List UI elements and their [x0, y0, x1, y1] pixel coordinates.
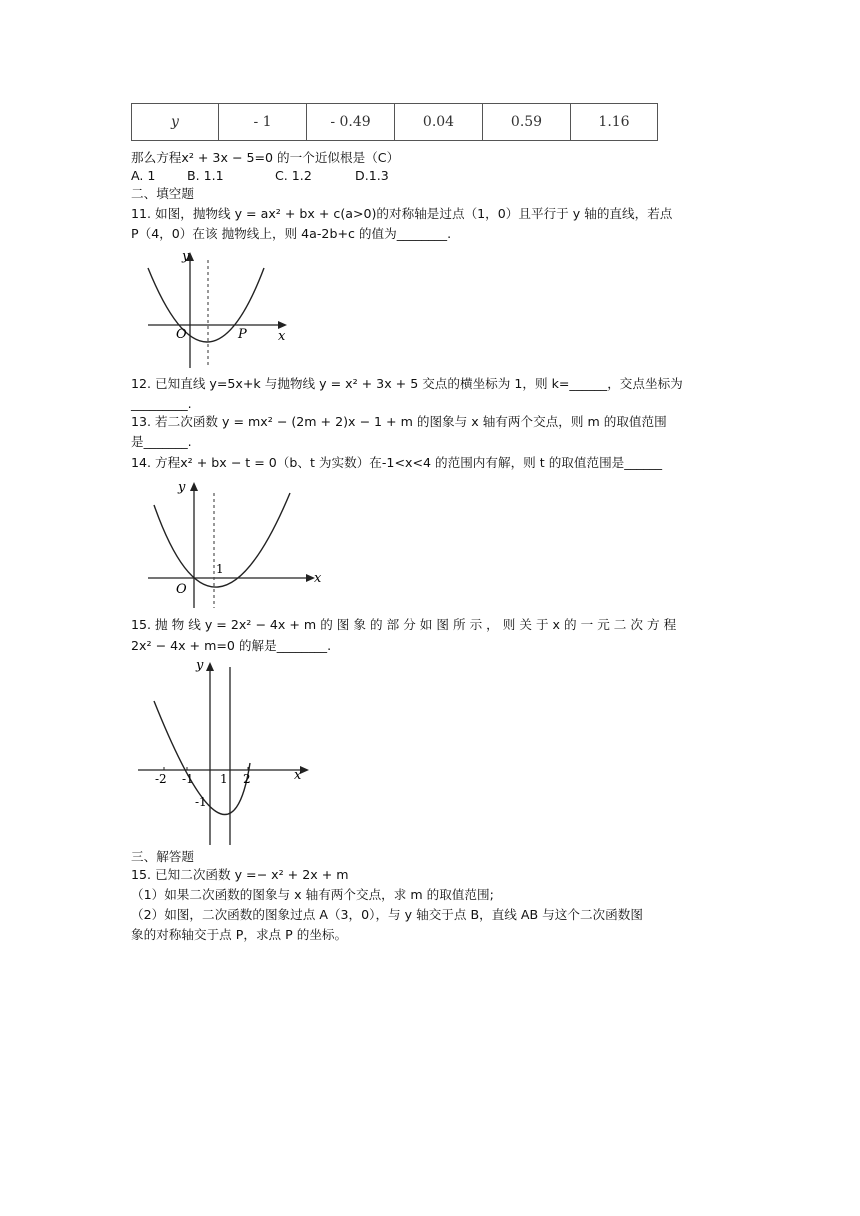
q12-line2: _________.: [131, 396, 192, 411]
q11-parabola-figure: [140, 246, 295, 371]
table-cell: 0.59: [483, 104, 571, 141]
q11-line1: 11. 如图，抛物线 y = ax² + bx + c(a>0)的对称轴是过点（1，0）且平行于 y 轴的直线，若点: [131, 206, 673, 221]
option-b: B. 1.1: [187, 168, 224, 183]
origin-label: O: [176, 582, 187, 597]
value-table: [131, 103, 658, 141]
q15b-part1: （1）如果二次函数的图象与 x 轴有两个交点，求 m 的取值范围;: [131, 887, 494, 902]
table-cell: - 0.49: [307, 104, 395, 141]
tick-label-one: 1: [220, 772, 228, 786]
q15b-part2-line1: （2）如图，二次函数的图象过点 A（3，0），与 y 轴交于点 B，直线 AB 与这个二次函数图: [131, 907, 643, 922]
q15b-part2-line2: 象的对称轴交于点 P，求点 P 的坐标。: [131, 927, 348, 942]
y-tick-label-neg1: -1: [195, 795, 207, 809]
table-row: [132, 104, 658, 141]
table-cell: y: [132, 104, 219, 141]
point-p-label: P: [238, 327, 247, 342]
q15a-line1: 15. 抛 物 线 y = 2x² − 4x + m 的 图 象 的 部 分 如 图 所 示 ， 则 关 于 x 的 一 元 二 次 方 程: [131, 617, 677, 632]
q15a-line2: 2x² − 4x + m=0 的解是________.: [131, 638, 332, 653]
x-axis-label: x: [294, 768, 302, 783]
q15-parabola-figure: [132, 655, 317, 847]
y-axis-label: y: [196, 658, 204, 673]
x-axis-label: x: [278, 329, 286, 344]
section-3-heading: 三、解答题: [131, 849, 194, 864]
table-cell: - 1: [219, 104, 307, 141]
q11-line2: P（4，0）在该 抛物线上，则 4a-2b+c 的值为________.: [131, 226, 452, 241]
q12-line1: 12. 已知直线 y=5x+k 与抛物线 y = x² + 3x + 5 交点的横坐标为 1，则 k=______，交点坐标为: [131, 376, 683, 391]
tick-label-two: 2: [243, 772, 251, 786]
q14-line1: 14. 方程x² + bx − t = 0（b、t 为实数）在-1<x<4 的范围内有解，则 t 的取值范围是______: [131, 455, 663, 470]
table-cell: 0.04: [395, 104, 483, 141]
origin-label: O: [176, 327, 187, 342]
option-c: C. 1.2: [275, 168, 312, 183]
table-cell: 1.16: [571, 104, 658, 141]
tick-label-one: 1: [216, 562, 224, 576]
q10-stem: 那么方程x² + 3x − 5=0 的一个近似根是（C）: [131, 150, 400, 165]
tick-label-neg2: -2: [155, 772, 167, 786]
q15b-stem: 15. 已知二次函数 y =− x² + 2x + m: [131, 867, 349, 882]
q13-line1: 13. 若二次函数 y = mx² − (2m + 2)x − 1 + m 的图象与 x 轴有两个交点，则 m 的取值范围: [131, 414, 667, 429]
option-d: D.1.3: [355, 168, 389, 183]
x-axis-label: x: [314, 571, 322, 586]
y-axis-label: y: [182, 249, 190, 264]
q13-line2: 是_______.: [131, 434, 192, 449]
y-axis-label: y: [178, 480, 186, 495]
tick-label-neg1: -1: [182, 772, 194, 786]
q14-parabola-figure: [140, 475, 330, 610]
section-2-heading: 二、填空题: [131, 186, 194, 201]
option-a: A. 1: [131, 168, 156, 183]
